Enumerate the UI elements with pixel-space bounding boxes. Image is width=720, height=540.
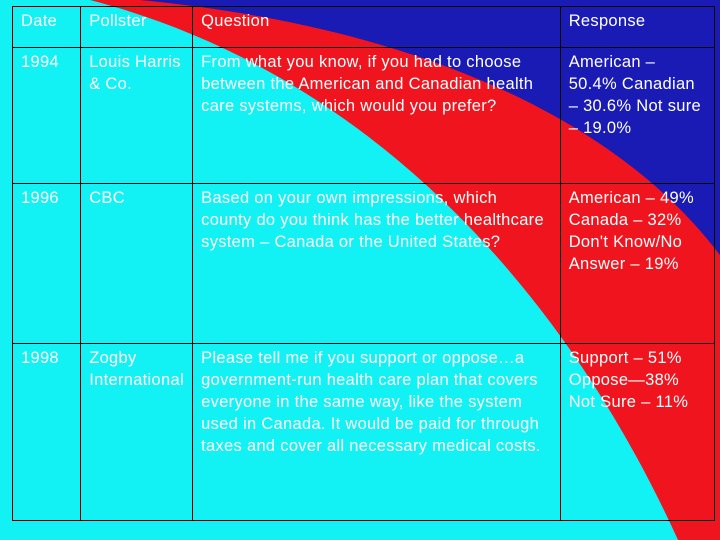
cell-pollster: Zogby International [81,344,193,521]
header-response: Response [560,7,714,48]
table-row [13,344,715,521]
poll-table [12,6,715,521]
cell-question: Based on your own impressions, which county do you think has the better healthcare system – Canada or the United States? [193,184,561,344]
cell-response: American – 50.4% Canadian – 30.6% Not sure – 19.0% [560,48,714,184]
cell-question: From what you know, if you had to choose between the American and Canadian health care systems, which would you prefer? [193,48,561,184]
cell-pollster: Louis Harris & Co. [81,48,193,184]
cell-date: 1998 [13,344,81,521]
header-date: Date [13,7,81,48]
cell-date: 1994 [13,48,81,184]
table-header-row [13,7,715,48]
cell-response: Support – 51% Oppose—38% Not Sure – 11% [560,344,714,521]
cell-pollster: CBC [81,184,193,344]
cell-question: Please tell me if you support or oppose…a government-run health care plan that covers everyone in the same way, like the system used in Canada. It would be paid for through taxes and cover all necessary medical costs. [193,344,561,521]
table-row [13,184,715,344]
header-question: Question [193,7,561,48]
header-pollster: Pollster [81,7,193,48]
table-row [13,48,715,184]
cell-response: American – 49% Canada – 32% Don't Know/No Answer – 19% [560,184,714,344]
cell-date: 1996 [13,184,81,344]
